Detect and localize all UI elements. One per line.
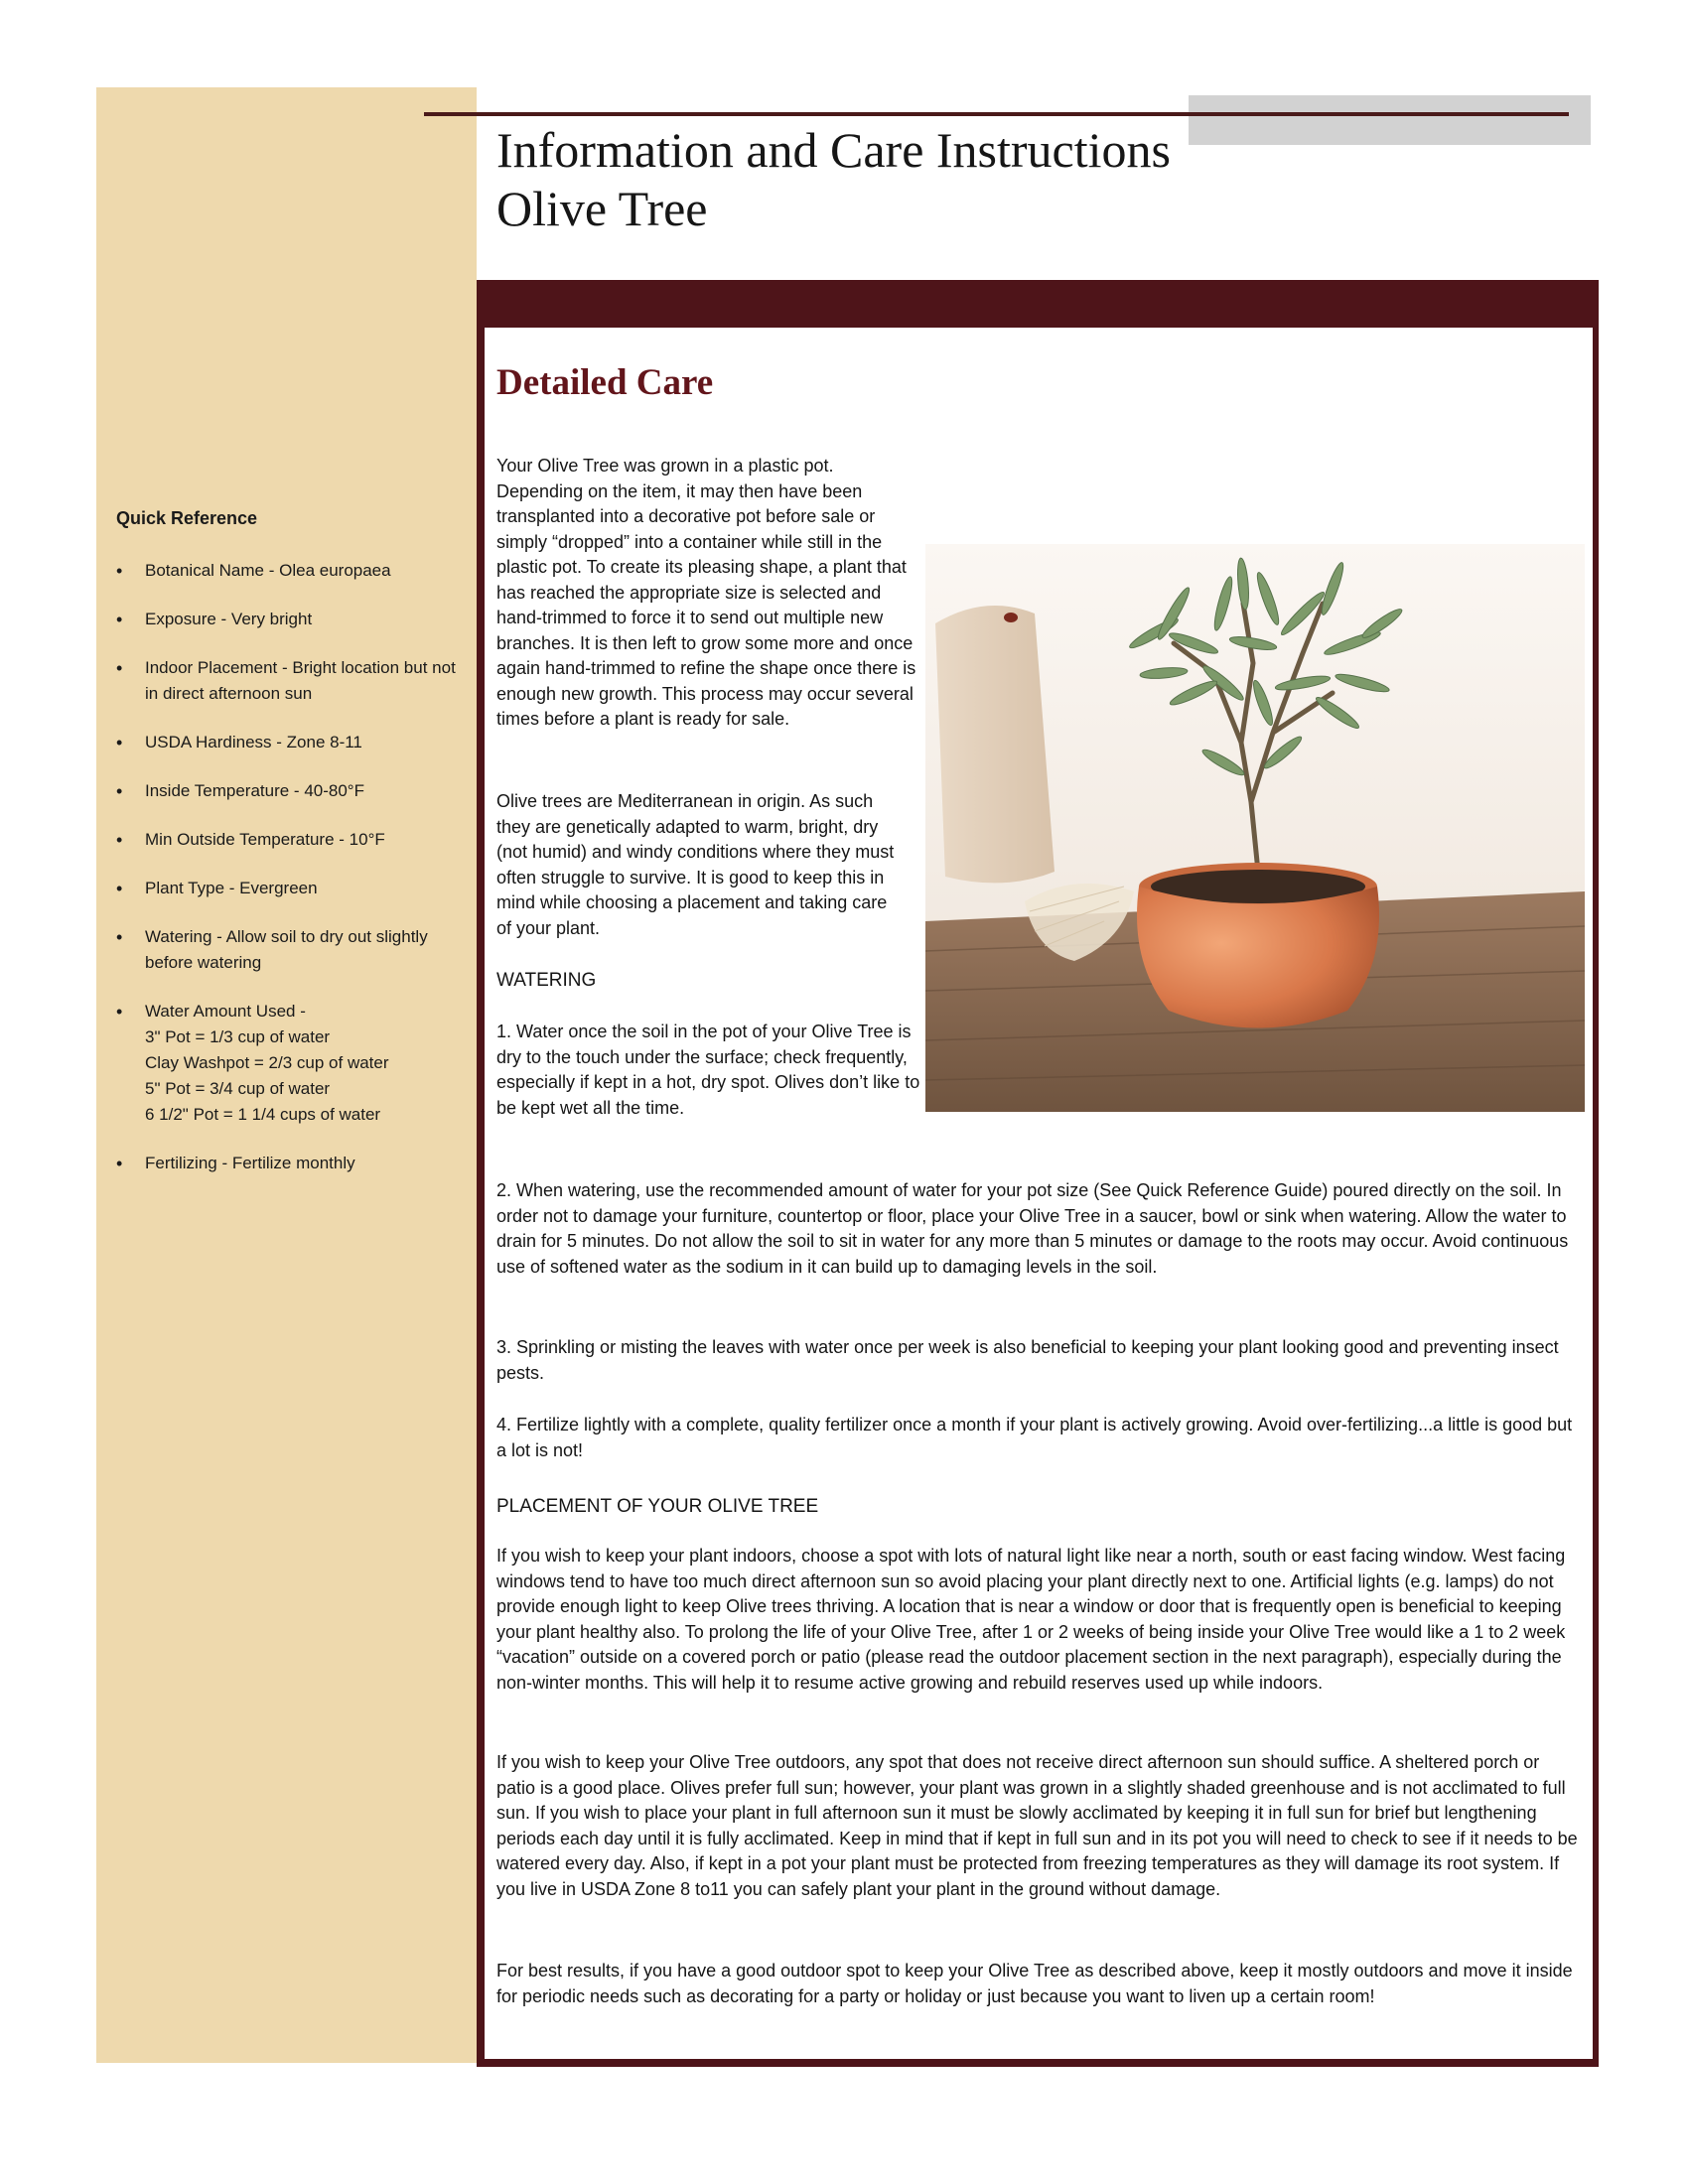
water-amount-details: 3" Pot = 1/3 cup of water Clay Washpot = 2/3 cup of water 5" Pot = 3/4 cup of water 6 1/2" Pot = 1 1/4 cups of water: [145, 1027, 389, 1124]
best-results-paragraph: For best results, if you have a good outdoor spot to keep your Olive Tree as described above, keep it mostly outdoors and move it inside for periodic needs such as decorating for a party or holiday or just because you want to liven up a certain room!: [496, 1961, 1573, 2006]
origin-paragraph: Olive trees are Mediterranean in origin. As such they are genetically adapted to warm, bright, dry (not humid) and windy conditions where they must often struggle to survive. It is good to keep this in mind while choosing a placement and taking care of your plant.: [496, 791, 895, 938]
quick-reference-item-label: Indoor Placement - Bright location but not in direct afternoon sun: [145, 658, 456, 703]
title-line-2: Olive Tree: [496, 181, 708, 236]
placement-indoor-paragraph: If you wish to keep your plant indoors, choose a spot with lots of natural light like near a north, south or east facing window. West facing windows tend to have too much direct afternoon sun so avoid placing your plant directly next to one. Artificial lights (e.g. lamps) do not provide enough light to keep Olive trees thriving. A location that is near a window or door that is frequently open is beneficial to keeping your plant healthy also. To prolong the life of your Olive Tree, after 1 or 2 weeks of being inside your Olive Tree would like a 1 to 2 week “vacation” outside on a covered porch or patio (please read the outdoor placement section in the next paragraph), especially during the non-winter months. This will help it to resume active growing and rebuild reserves used up while indoors.: [496, 1546, 1566, 1693]
quick-reference-title: Quick Reference: [116, 508, 258, 528]
quick-reference-item-label: Exposure - Very bright: [145, 610, 313, 628]
quick-reference-item: [116, 1151, 464, 1176]
quick-reference-item: [116, 655, 464, 707]
watering-step-4: 4. Fertilize lightly with a complete, quality fertilizer once a month if your plant is actively growing. Avoid over-fertilizing...a little is good but a lot is not!: [496, 1415, 1573, 1460]
quick-reference-item-label: Botanical Name - Olea europaea: [145, 561, 391, 580]
quick-reference-item: [116, 778, 464, 804]
quick-reference-item-label: Water Amount Used -: [145, 1002, 306, 1021]
watering-heading: WATERING: [496, 970, 597, 991]
header-rule: [424, 112, 1569, 116]
quick-reference-item: [116, 876, 464, 901]
placement-heading: PLACEMENT OF YOUR OLIVE TREE: [496, 1496, 819, 1517]
quick-reference-item-label: Fertilizing - Fertilize monthly: [145, 1154, 355, 1172]
quick-reference-item: [116, 999, 464, 1128]
quick-reference-item: [116, 607, 464, 632]
intro-paragraph: Your Olive Tree was grown in a plastic pot. Depending on the item, it may then have been transplanted into a decorative pot before sale or simply “dropped” into a container while still in the plastic pot. To create its pleasing shape, a plant that has reached the appropriate size is selected and hand-trimmed to force it to send out multiple new branches. It is then left to grow some more and once again hand-trimmed to refine the shape once there is enough new growth. This process may occur several times before a plant is ready for sale.: [496, 456, 916, 729]
placement-outdoor-paragraph: If you wish to keep your Olive Tree outdoors, any spot that does not receive direct afternoon sun should suffice. A sheltered porch or patio is a good place. Olives prefer full sun; however, your plant was grown in a slightly shaded greenhouse and is not acclimated to full sun. If you wish to place your plant in full afternoon sun it must be slowly acclimated by keeping it in full sun for brief but lengthening periods each day until it is fully acclimated. Keep in mind that if kept in full sun and in its pot you will need to check to see if it needs to be watered every day. Also, if kept in a pot your plant must be protected from freezing temperatures as they will damage its root system. If you live in USDA Zone 8 to11 you can safely plant your plant in the ground without damage.: [496, 1752, 1578, 1899]
quick-reference-item: [116, 827, 464, 853]
quick-reference-item-label: Min Outside Temperature - 10°F: [145, 830, 385, 849]
quick-reference-item-label: Watering - Allow soil to dry out slightly before watering: [145, 927, 428, 972]
watering-step-3: 3. Sprinkling or misting the leaves with water once per week is also beneficial to keeping your plant looking good and preventing insect pests.: [496, 1337, 1559, 1383]
olive-tree-photo: [925, 544, 1585, 1112]
quick-reference-item: [116, 558, 464, 584]
header-grey-block: [1189, 95, 1591, 145]
quick-reference-item-label: USDA Hardiness - Zone 8-11: [145, 733, 362, 751]
quick-reference-item-label: Plant Type - Evergreen: [145, 879, 318, 897]
title-line-1: Information and Care Instructions: [496, 122, 1171, 178]
quick-reference-item-label: Inside Temperature - 40-80°F: [145, 781, 364, 800]
quick-reference-item: [116, 730, 464, 755]
page-title: [496, 121, 1171, 238]
watering-step-2: 2. When watering, use the recommended amount of water for your pot size (See Quick Reference Guide) poured directly on the soil. In order not to damage your furniture, countertop or floor, place your Olive Tree in a saucer, bowl or sink when watering. Allow the water to drain for 5 minutes. Do not allow the soil to sit in water for any more than 5 minutes or damage to the roots may occur. Avoid continuous use of softened water as the sodium in it can build up to damaging levels in the soil.: [496, 1180, 1569, 1277]
watering-step-1: 1. Water once the soil in the pot of your Olive Tree is dry to the touch under the surface; check frequently, especially if kept in a hot, dry spot. Olives don’t like to be kept wet all the time.: [496, 1022, 920, 1118]
quick-reference-item: [116, 924, 464, 976]
quick-reference-list: [116, 558, 464, 1199]
section-title: Detailed Care: [496, 362, 714, 403]
